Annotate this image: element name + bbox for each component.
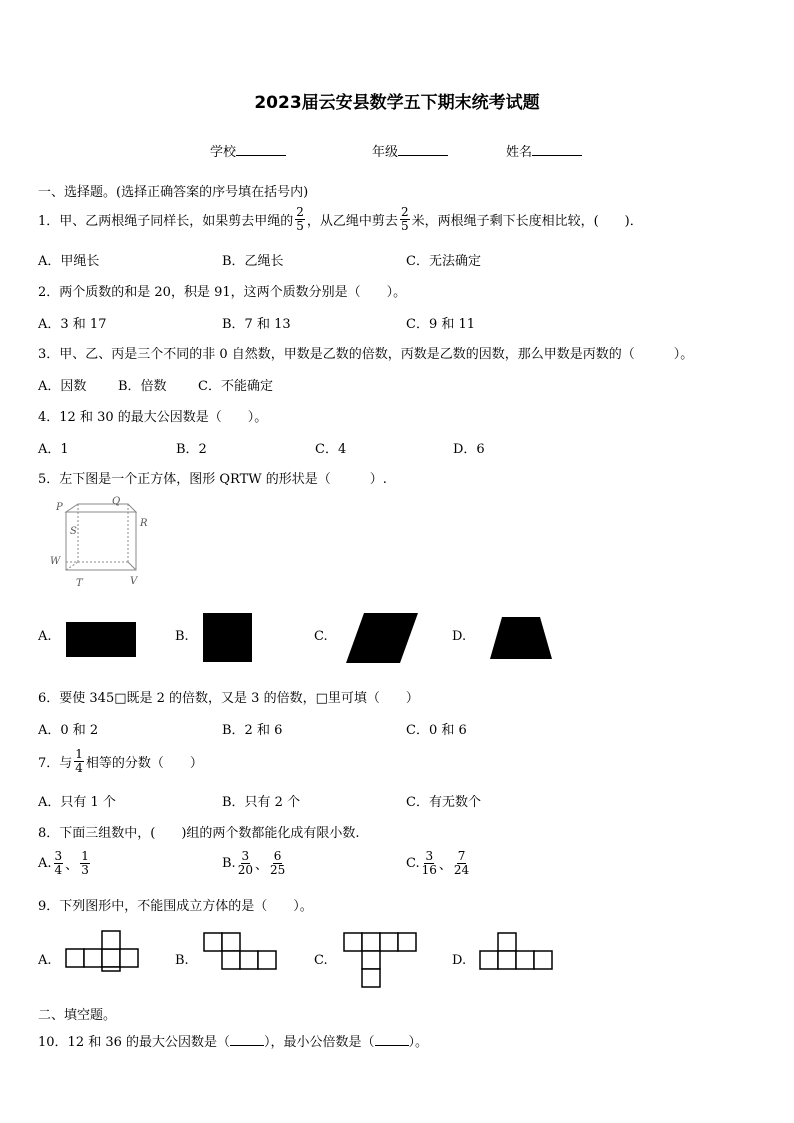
q9-option-b: B. <box>175 953 189 968</box>
school-field: 学校 <box>210 141 286 160</box>
q2-option-a: A．3 和 17 <box>38 317 107 332</box>
q4-option-d: D．6 <box>453 442 485 457</box>
trapezoid-shape <box>490 617 552 659</box>
q3-option-a: A．因数 <box>38 379 87 394</box>
question-10: 10．12 和 36 的最大公因数是（ ），最小公倍数是（ ）。 <box>38 1035 429 1050</box>
q4-option-a: A．1 <box>38 442 69 457</box>
q9-option-d: D. <box>452 953 467 968</box>
q7-option-a: A．只有 1 个 <box>38 795 116 810</box>
vertex-v: V <box>130 576 138 587</box>
q2-option-b: B．7 和 13 <box>222 317 291 332</box>
q2-option-c: C．9 和 11 <box>406 317 476 332</box>
q7-option-b: B．只有 2 个 <box>222 795 301 810</box>
parallelogram-shape <box>346 613 418 663</box>
question-6: 6．要使 345□既是 2 的倍数，又是 3 的倍数，□里可填（ ） <box>38 691 419 706</box>
section-heading-1: 一、选择题。(选择正确答案的序号填在括号内) <box>38 185 309 200</box>
q5-option-a: A. <box>38 629 52 644</box>
q9-option-c: C. <box>314 953 328 968</box>
vertex-s: S <box>70 526 77 537</box>
q3-option-b: B．倍数 <box>118 379 167 394</box>
cube-net-b <box>203 930 279 972</box>
q8-option-b: B. $\frac{3}{20}$ 、 $\frac{6}{25}$ <box>222 849 286 877</box>
q5-option-b: B. <box>175 629 189 644</box>
cube-net-c <box>343 930 419 990</box>
vertex-t: T <box>76 578 83 589</box>
question-4: 4．12 和 30 的最大公因数是（ ）。 <box>38 410 268 425</box>
question-7: 7．与 $\frac{1}{4}$ 相等的分数（ ） <box>38 747 203 775</box>
square-shape <box>203 613 252 662</box>
cube-figure <box>44 496 164 592</box>
question-1: 1．甲、乙两根绳子同样长，如果剪去甲绳的 $\frac{2}{5}$ ，从乙绳中剪去 $\frac{2}{5}$ 米，两根绳子剩下长度相比较，( )． <box>38 205 643 233</box>
question-5: 5．左下图是一个正方体，图形 QRTW 的形状是（ ）. <box>38 472 387 487</box>
q4-option-b: B．2 <box>176 442 207 457</box>
question-8: 8．下面三组数中，( )组的两个数都能化成有限小数. <box>38 826 360 841</box>
vertex-p: P <box>56 502 63 513</box>
cube-net-d <box>479 930 555 972</box>
q5-option-d: D. <box>452 629 467 644</box>
question-9: 9．下列图形中，不能围成立方体的是（ ）。 <box>38 899 313 914</box>
q3-option-c: C．不能确定 <box>198 379 273 394</box>
cube-net-a <box>65 930 141 972</box>
section-heading-2: 二、填空题。 <box>38 1008 117 1023</box>
q1-option-a: A．甲绳长 <box>38 254 100 269</box>
q9-option-a: A. <box>38 953 52 968</box>
q8-option-c: C. $\frac{3}{16}$ 、 $\frac{7}{24}$ <box>406 849 470 877</box>
question-3: 3．甲、乙、丙是三个不同的非 0 自然数，甲数是乙数的倍数，丙数是乙数的因数，那么甲数是丙数的（ ）。 <box>38 347 694 362</box>
vertex-q: Q <box>112 496 121 507</box>
q6-option-a: A．0 和 2 <box>38 723 99 738</box>
grade-field: 年级 <box>372 141 448 160</box>
rectangle-shape <box>66 622 136 657</box>
page-title: 2023届云安县数学五下期末统考试题 <box>254 93 540 113</box>
vertex-r: R <box>140 518 148 529</box>
name-field: 姓名 <box>506 141 582 160</box>
q4-option-c: C．4 <box>315 442 347 457</box>
question-2: 2．两个质数的和是 20，积是 91，这两个质数分别是（ ）。 <box>38 285 407 300</box>
q6-option-c: C．0 和 6 <box>406 723 467 738</box>
q1-option-b: B．乙绳长 <box>222 254 284 269</box>
q8-option-a: A. $\frac{3}{4}$ 、 $\frac{1}{3}$ <box>38 849 89 877</box>
q5-option-c: C. <box>314 629 328 644</box>
q7-option-c: C．有无数个 <box>406 795 481 810</box>
q1-option-c: C．无法确定 <box>406 254 481 269</box>
vertex-w: W <box>50 556 61 567</box>
q6-option-b: B．2 和 6 <box>222 723 283 738</box>
